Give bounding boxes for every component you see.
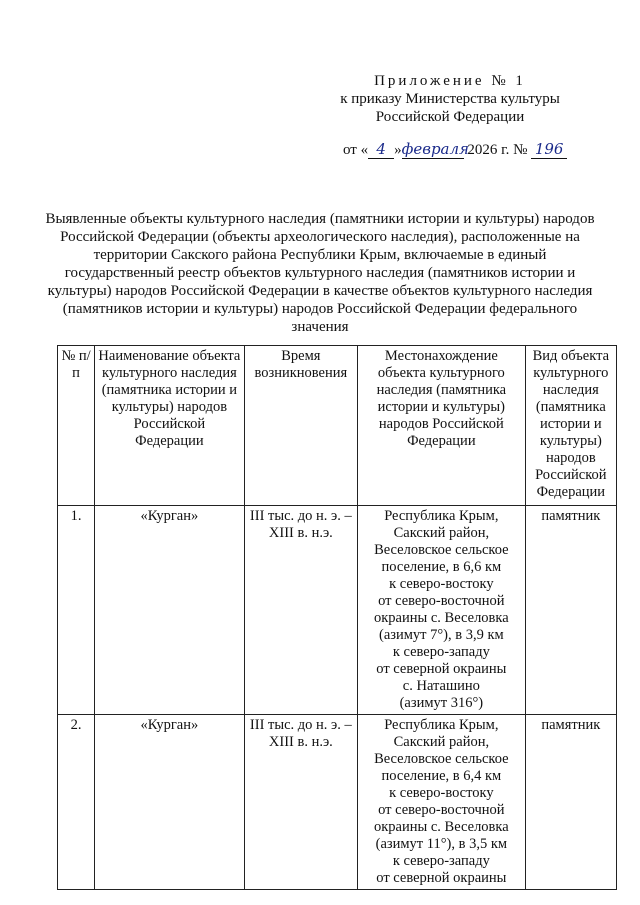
ministry-name: Российской Федерации — [375, 109, 525, 125]
order-number: 196 — [531, 140, 567, 159]
header-number: № п/п — [58, 346, 95, 506]
order-reference: к приказу Министерства культуры — [340, 91, 560, 107]
table-row — [58, 715, 617, 890]
appendix-header — [300, 72, 600, 126]
header-type: Вид объекта культурного наследия (памятника истории и культуры) народов Российской Федерации — [525, 346, 616, 506]
heritage-objects-table — [57, 345, 617, 890]
row-name: «Курган» — [95, 715, 245, 890]
table-row — [58, 506, 617, 715]
header-location: Местонахождение объекта культурного наследия (памятника истории и культуры) народов Российской Федерации — [358, 346, 526, 506]
order-mid: » — [394, 142, 402, 158]
order-date-line — [343, 140, 567, 159]
row-name: «Курган» — [95, 506, 245, 715]
row-time: III тыс. до н. э. – XIII в. н.э. — [244, 715, 357, 890]
row-number: 2. — [58, 715, 95, 890]
order-year: 2026 г. № — [463, 142, 532, 158]
order-prefix: от « — [343, 142, 369, 158]
order-month: февраля — [401, 140, 469, 158]
row-location: Республика Крым, Сакский район, Веселовское сельское поселение, в 6,6 км к северо-востоку от северо-восточной окраины с. Веселовка (азимут 7°), в 3,9 км к северо-западу от северной окраины с. Наташино (азимут 316°) — [358, 506, 526, 715]
row-number: 1. — [58, 506, 95, 715]
row-type: памятник — [525, 715, 616, 890]
appendix-label: Приложение № 1 — [374, 73, 526, 89]
header-name: Наименование объекта культурного наследия (памятника истории и культуры) народов Российской Федерации — [95, 346, 245, 506]
order-day: 4 — [368, 140, 394, 159]
table-header-row — [58, 346, 617, 506]
header-time: Время возникновения — [244, 346, 357, 506]
row-time: III тыс. до н. э. – XIII в. н.э. — [244, 506, 357, 715]
document-title: Выявленные объекты культурного наследия (памятники истории и культуры) народов Российской Федерации (объекты археологического наследия), расположенные на территории Сакского района Республики Крым, включаемые в единый государственный реестр объектов культурного наследия (памятников истории и культуры) народов Российской Федерации в качестве объектов культурного наследия (памятников истории и культуры) народов Российской Федерации федерального значения — [45, 211, 595, 335]
row-location: Республика Крым, Сакский район, Веселовское сельское поселение, в 6,4 км к северо-востоку от северо-восточной окраины с. Веселовка (азимут 11°), в 3,5 км к северо-западу от северной окраины — [358, 715, 526, 890]
row-type: памятник — [525, 506, 616, 715]
